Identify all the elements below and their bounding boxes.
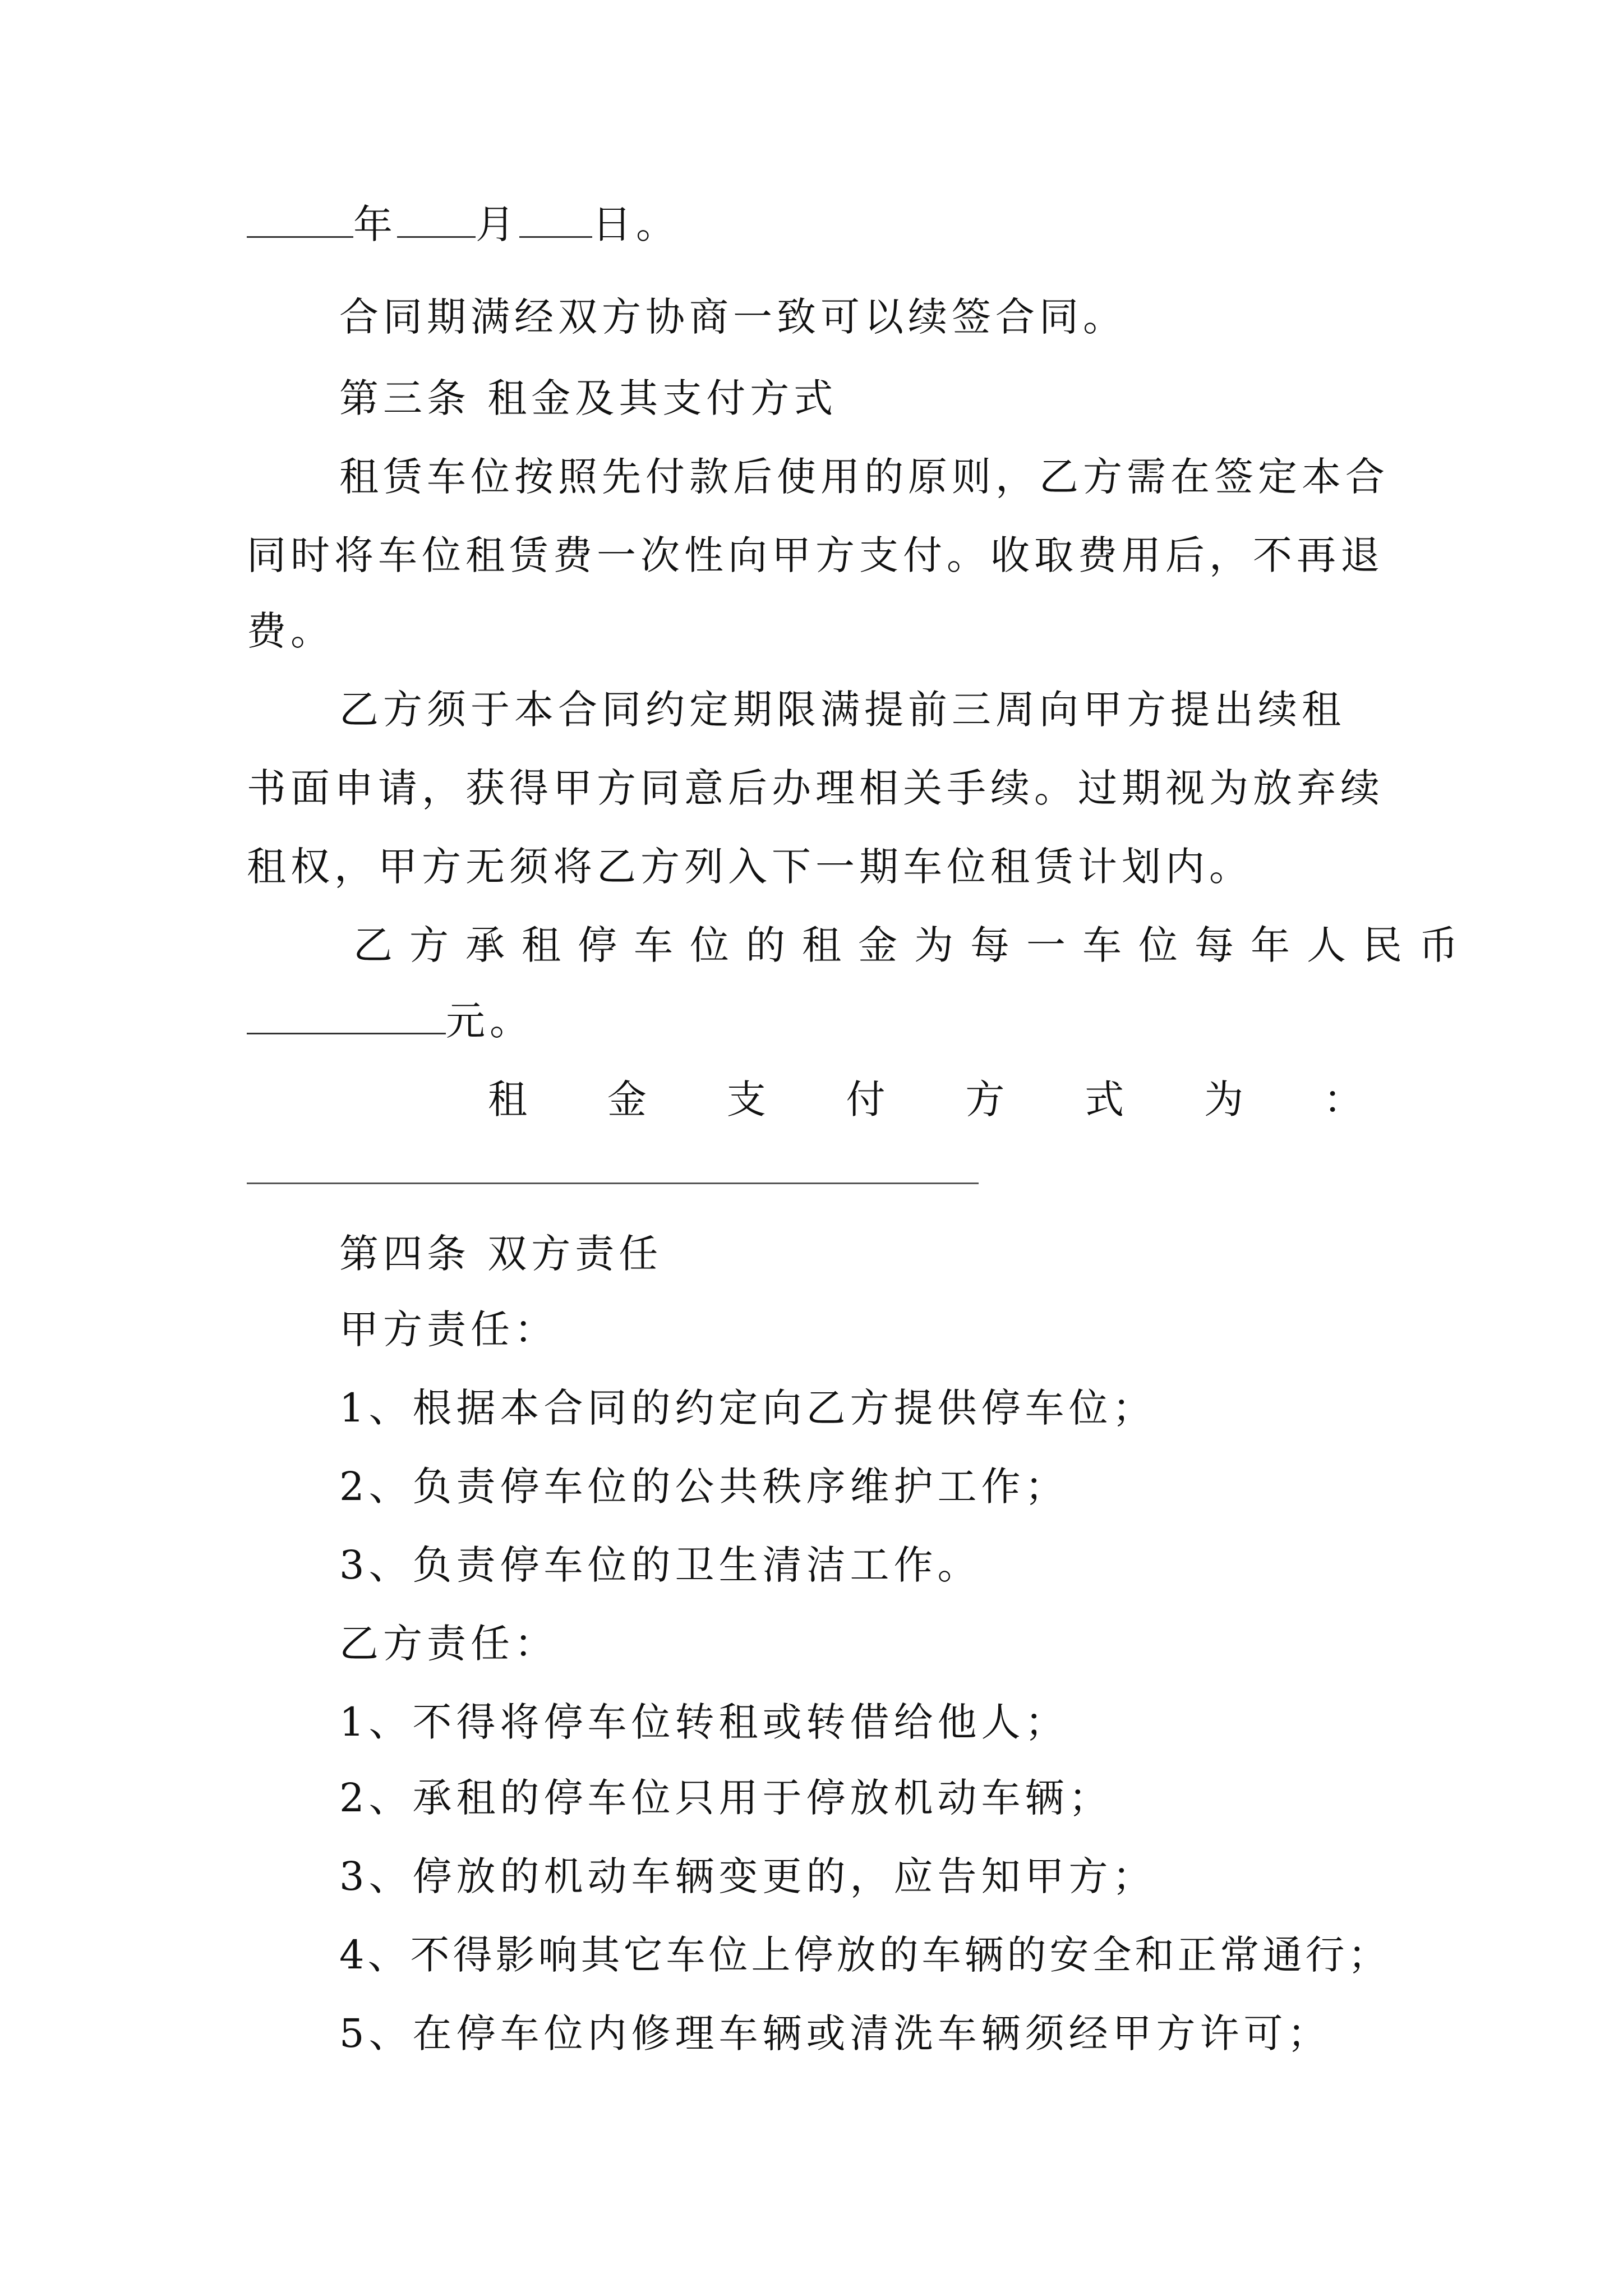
month-blank [397,201,476,238]
payment-method-char: 支 [726,1076,766,1122]
payment-method-char: 式 [1085,1076,1124,1122]
renewal-paragraph-line-1: 乙方须于本合同约定期限满提前三周向甲方提出续租 [339,687,1345,733]
payment-method-line [488,1074,1363,1125]
renewal-paragraph-line-2: 书面申请，获得甲方同意后办理相关手续。过期视为放弃续 [247,765,1384,811]
party-a-item: 1、根据本合同的约定向乙方提供停车位； [339,1385,1156,1431]
prepay-paragraph-line-2: 同时将车位租赁费一次性向甲方支付。收取费用后，不再退 [247,532,1384,578]
payment-method-blank [247,1182,979,1184]
payment-method-char: 为 [1204,1076,1244,1122]
payment-method-char: 租 [488,1076,527,1122]
year-blank [247,201,353,238]
year-label: 年 [353,201,397,247]
party-a-title: 甲方责任： [339,1306,558,1352]
party-b-item: 4、不得影响其它车位上停放的车辆的安全和正常通行； [339,1932,1391,1978]
party-b-item: 1、不得将停车位转租或转借给他人； [339,1699,1069,1745]
month-label: 月 [476,201,519,247]
party-a-item: 3、负责停车位的卫生清洁工作。 [339,1542,981,1588]
party-b-title: 乙方责任： [339,1621,558,1667]
payment-method-char: 金 [607,1076,647,1122]
payment-method-char: ： [1323,1076,1363,1122]
rent-unit: 元。 [446,998,533,1044]
prepay-paragraph-line-1: 租赁车位按照先付款后使用的原则，乙方需在签定本合 [339,454,1389,500]
article-4-title: 第四条 双方责任 [339,1231,663,1277]
party-b-item: 5、在停车位内修理车辆或清洗车辆须经甲方许可； [339,2010,1331,2056]
payment-method-char: 付 [846,1076,886,1122]
party-b-item: 2、承租的停车位只用于停放机动车辆； [339,1775,1113,1821]
rent-amount-blank [247,998,446,1034]
day-label: 日。 [592,201,680,247]
payment-method-char: 方 [965,1076,1005,1122]
day-blank [519,201,592,238]
party-b-item: 3、停放的机动车辆变更的，应告知甲方； [339,1853,1156,1899]
rent-paragraph-line-1: 乙方承租停车位的租金为每一车位每年人民币 [353,922,1475,968]
party-a-item: 2、负责停车位的公共秩序维护工作； [339,1464,1069,1510]
article-3-title: 第三条 租金及其支付方式 [339,375,838,421]
date-line [247,199,1391,250]
renewal-paragraph-line-3: 租权，甲方无须将乙方列入下一期车位租赁计划内。 [247,844,1253,890]
rent-paragraph-line-2 [247,996,1391,1046]
prepay-paragraph-line-3: 费。 [247,608,334,654]
renew-paragraph: 合同期满经双方协商一致可以续签合同。 [339,294,1127,340]
